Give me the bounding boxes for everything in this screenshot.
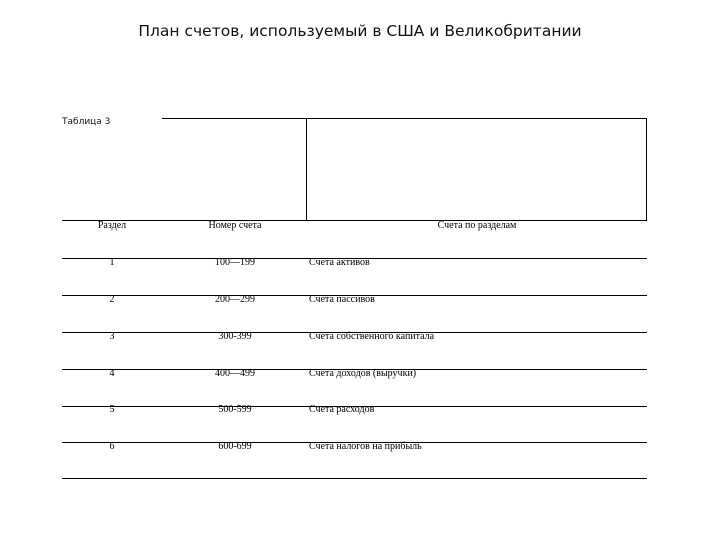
table-row-section: 3 bbox=[109, 331, 115, 342]
table-row-name: Счета доходов (выручки) bbox=[309, 368, 417, 379]
table-row-section: 1 bbox=[109, 257, 115, 268]
table-caption: Таблица 3 bbox=[62, 117, 111, 127]
header-accounts: Счета по разделам bbox=[437, 220, 517, 231]
table-row-name: Счета собственного капитала bbox=[309, 331, 435, 342]
column-divider bbox=[306, 118, 307, 220]
table-row-name: Счета активов bbox=[309, 257, 370, 268]
table-row-section: 5 bbox=[109, 404, 115, 415]
table-bottom-border bbox=[62, 478, 647, 479]
table-row-section: 6 bbox=[109, 441, 115, 452]
table-row-section: 4 bbox=[109, 368, 115, 379]
table-row-number: 300-399 bbox=[218, 331, 252, 342]
table-row-number: 400—499 bbox=[215, 368, 255, 379]
page-title: План счетов, используемый в США и Великобритании bbox=[138, 22, 582, 40]
table-top-border bbox=[162, 118, 647, 119]
table-row-name: Счета пассивов bbox=[309, 294, 375, 305]
table-row-number: 600-699 bbox=[218, 441, 252, 452]
table-row-name: Счета налогов на прибыль bbox=[309, 441, 422, 452]
table-right-border bbox=[646, 118, 647, 220]
table-row-number: 100—199 bbox=[215, 257, 255, 268]
header-number: Номер счета bbox=[208, 220, 262, 231]
table-row-number: 200—299 bbox=[215, 294, 255, 305]
table-row-section: 2 bbox=[109, 294, 115, 305]
table-row-number: 500-599 bbox=[218, 404, 252, 415]
header-section: Раздел bbox=[97, 220, 127, 231]
table-row-name: Счета расходов bbox=[309, 404, 375, 415]
